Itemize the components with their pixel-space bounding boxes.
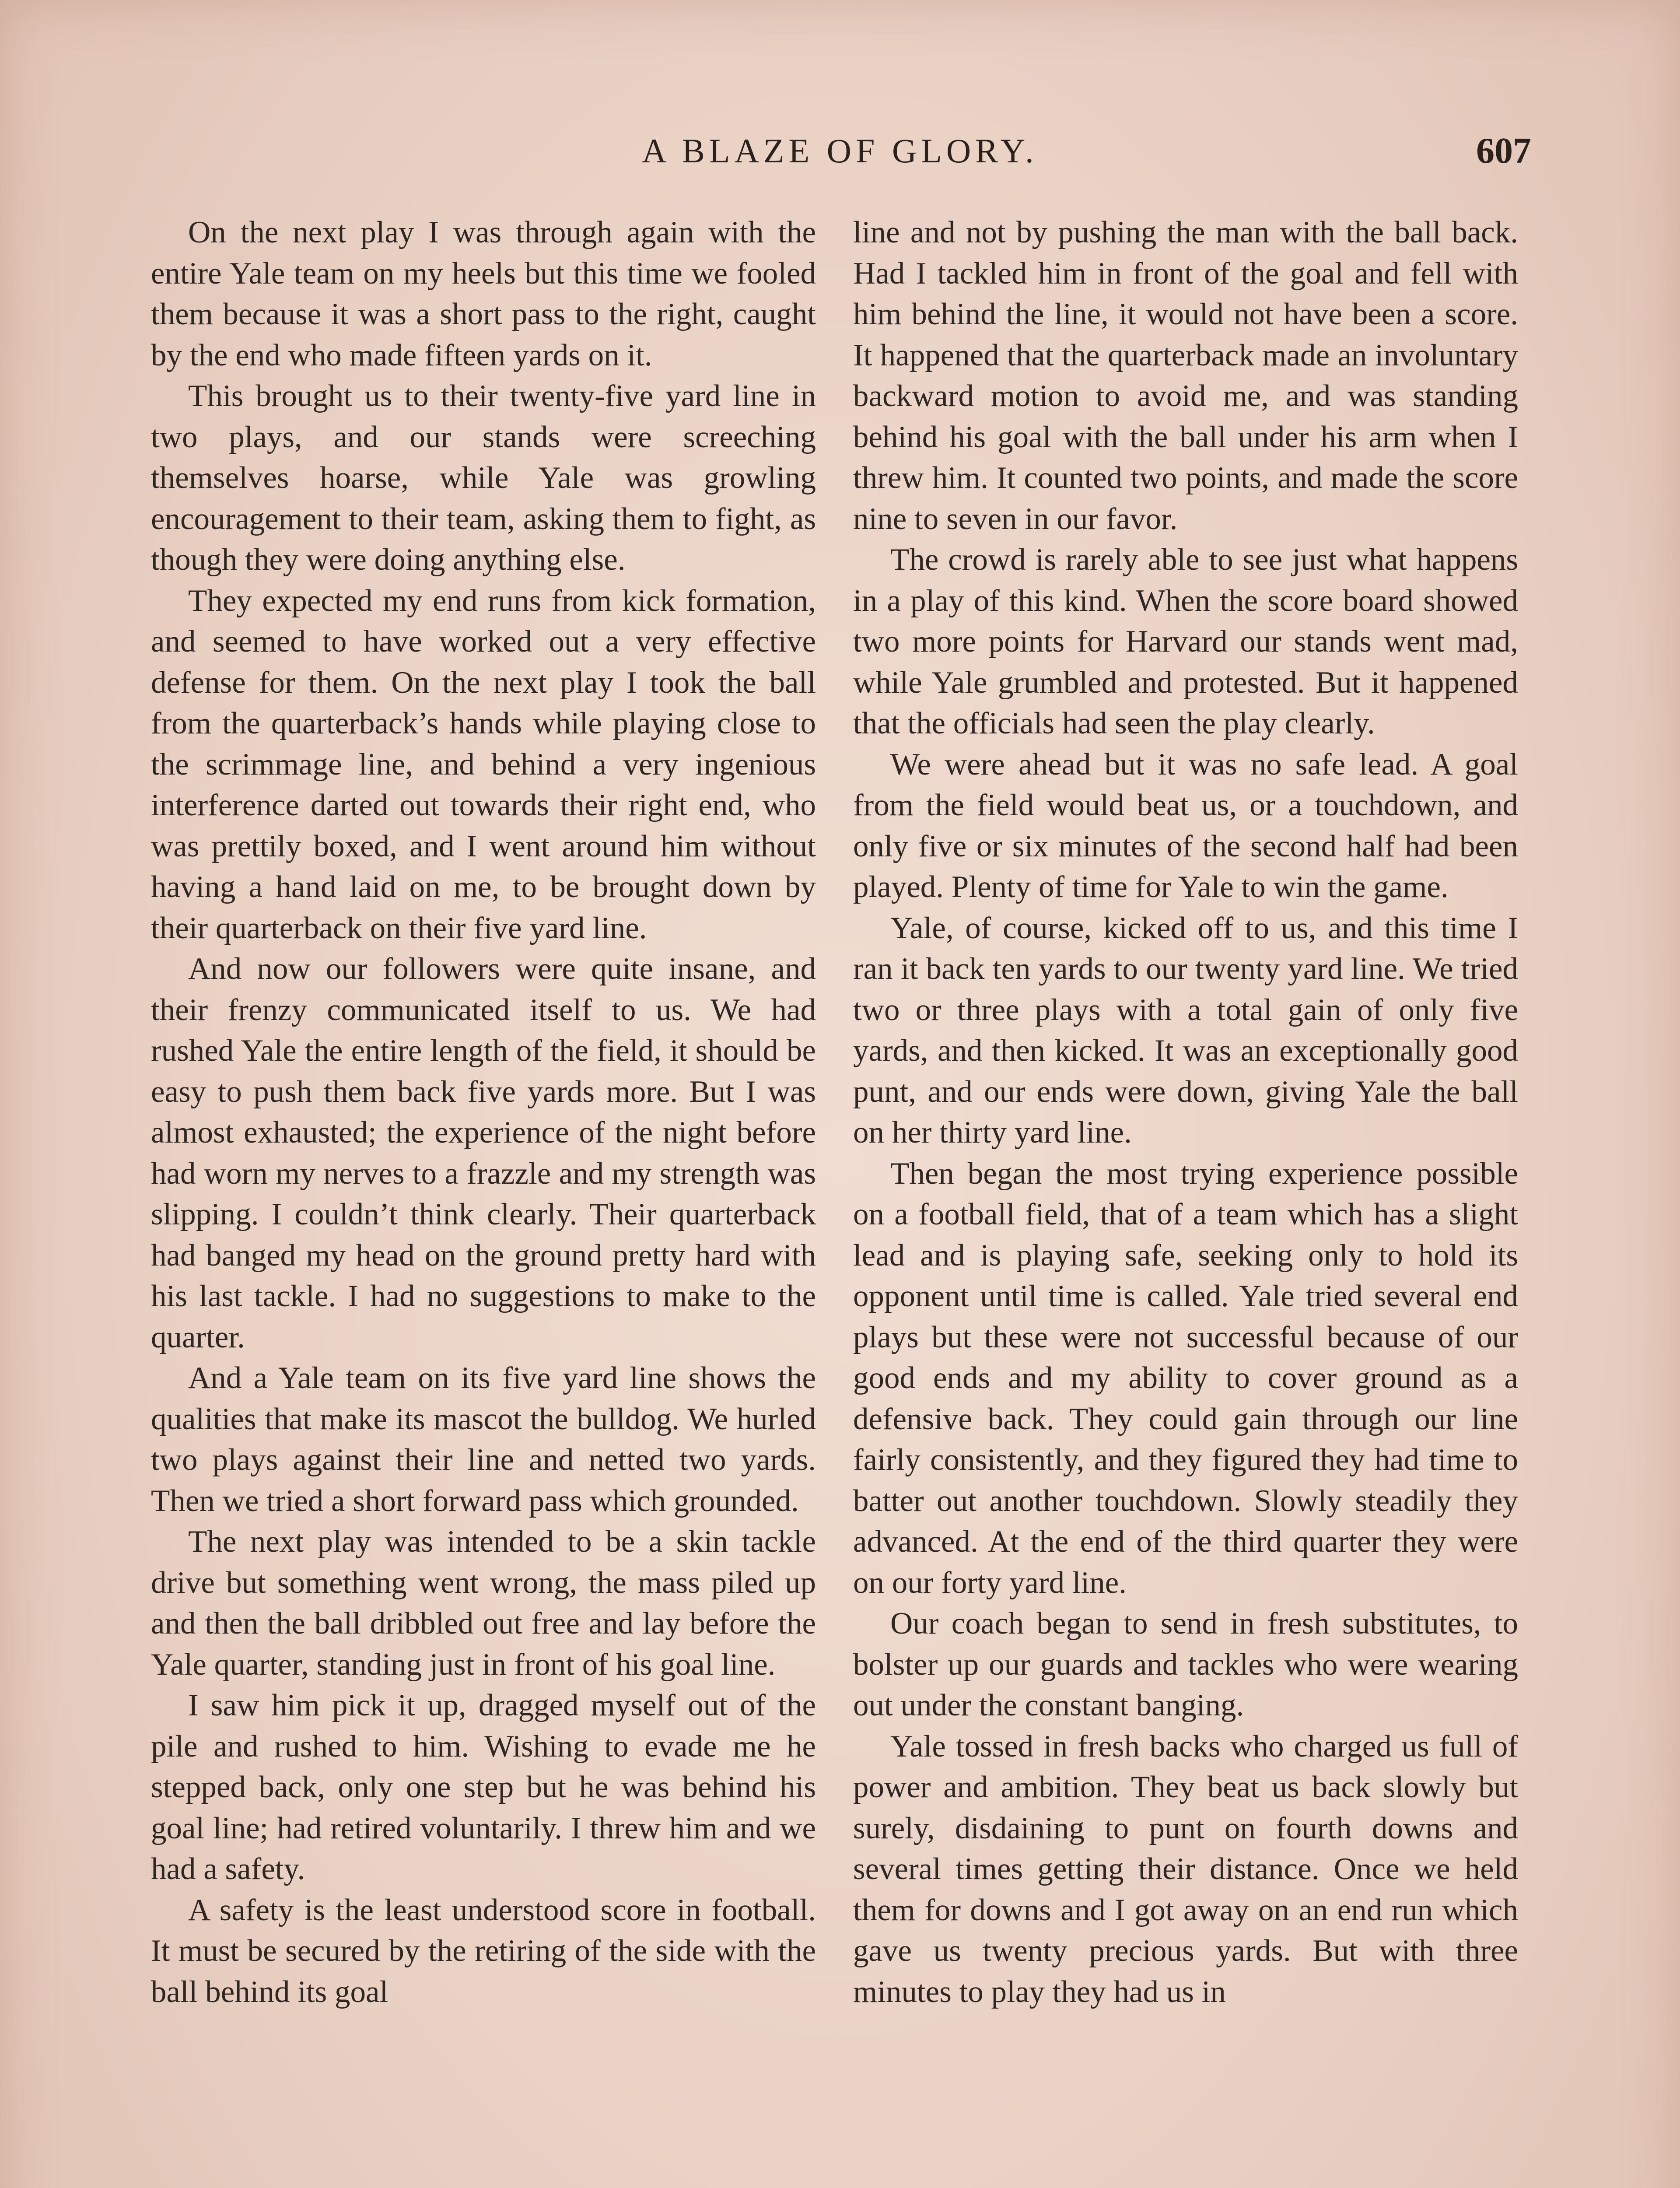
paragraph-continued: line and not by pushing the man with the ball back. Had I tackled him in front of the goal and fell with him behind the line, it would not have been a score. It happened that the quarterback made an involuntary backward motion to avoid me, and was standing behind his goal with the ball under his arm when I threw him. It counted two points, and made the score nine to seven in our favor. — [853, 215, 1518, 536]
paragraph: The next play was intended to be a skin tackle drive but something went wrong, the mass piled up and then the ball dribbled out free and lay before the Yale quarter, standing just in front of his goal line. — [151, 1525, 816, 1682]
paragraph: And now our followers were quite insane, and their frenzy communicated itself to us. We had rushed Yale the entire length of the field, it should be easy to push them back five yards more. But I was almost exhausted; the experience of the night before had worn my nerves to a frazzle and my strength was slipping. I couldn’t think clearly. Their quarterback had banged my head on the ground pretty hard with his last tackle. I had no suggestions to make to the quarter. — [151, 952, 816, 1354]
paragraph: Then began the most trying experience possible on a football field, that of a team which has a slight lead and is playing safe, seeking only to hold its opponent until time is called. Yale tried several end plays but these were not successful because of our good ends and my ability to cover ground as a defensive back. They could gain through our line fairly consistently, and they figured they had time to batter out another touchdown. Slowly steadily they advanced. At the end of the third quarter they were on our forty yard line. — [853, 1156, 1518, 1600]
paragraph: A safety is the least understood score in football. It must be secured by the retiring of the side with the ball behind its goal — [151, 1893, 816, 2009]
paragraph: I saw him pick it up, dragged myself out of the pile and rushed to him. Wishing to evade me he stepped back, only one step but he was behind his goal line; had retired voluntarily. I threw him and we had a safety. — [151, 1688, 816, 1886]
running-title: A BLAZE OF GLORY. — [642, 132, 1038, 170]
paragraph: Our coach began to send in fresh substitutes, to bolster up our guards and tackles who were wearing out under the constant banging. — [853, 1606, 1518, 1722]
left-column — [151, 212, 816, 2013]
paragraph: Yale, of course, kicked off to us, and this time I ran it back ten yards to our twenty yard line. We tried two or three plays with a total gain of only five yards, and then kicked. It was an exceptionally good punt, and our ends were down, giving Yale the ball on her thirty yard line. — [853, 911, 1518, 1150]
paragraph: This brought us to their twenty-five yard line in two plays, and our stands were screeching themselves hoarse, while Yale was growling encouragement to their team, asking them to fight, as though they were doing anything else. — [151, 379, 816, 577]
page-number: 607 — [1476, 130, 1531, 171]
paragraph: And a Yale team on its five yard line shows the qualities that make its mascot the bulldog. We hurled two plays against their line and netted two yards. Then we tried a short forward pass which grounded. — [151, 1361, 816, 1518]
paragraph: On the next play I was through again with the entire Yale team on my heels but this time we fooled them because it was a short pass to the right, caught by the end who made fifteen yards on it. — [151, 215, 816, 372]
paragraph: They expected my end runs from kick formation, and seemed to have worked out a very effective defense for them. On the next play I took the ball from the quarterback’s hands while playing close to the scrimmage line, and behind a very ingenious interference darted out towards their right end, who was prettily boxed, and I went around him without having a hand laid on me, to be brought down by their quarterback on their five yard line. — [151, 583, 816, 945]
right-column — [853, 212, 1518, 2013]
paragraph: The crowd is rarely able to see just what happens in a play of this kind. When the score board showed two more points for Harvard our stands went mad, while Yale grumbled and protested. But it happened that the officials had seen the play clearly. — [853, 543, 1518, 740]
paragraph: Yale tossed in fresh backs who charged us full of power and ambition. They beat us back slowly but surely, disdaining to punt on fourth downs and several times getting their distance. Once we held them for downs and I got away on an end run which gave us twenty precious yards. But with three minutes to play they had us in — [853, 1729, 1518, 2009]
paragraph: We were ahead but it was no safe lead. A goal from the field would beat us, or a touchdown, and only five or six minutes of the second half had been played. Plenty of time for Yale to win the game. — [853, 747, 1518, 904]
page-header — [149, 131, 1531, 179]
